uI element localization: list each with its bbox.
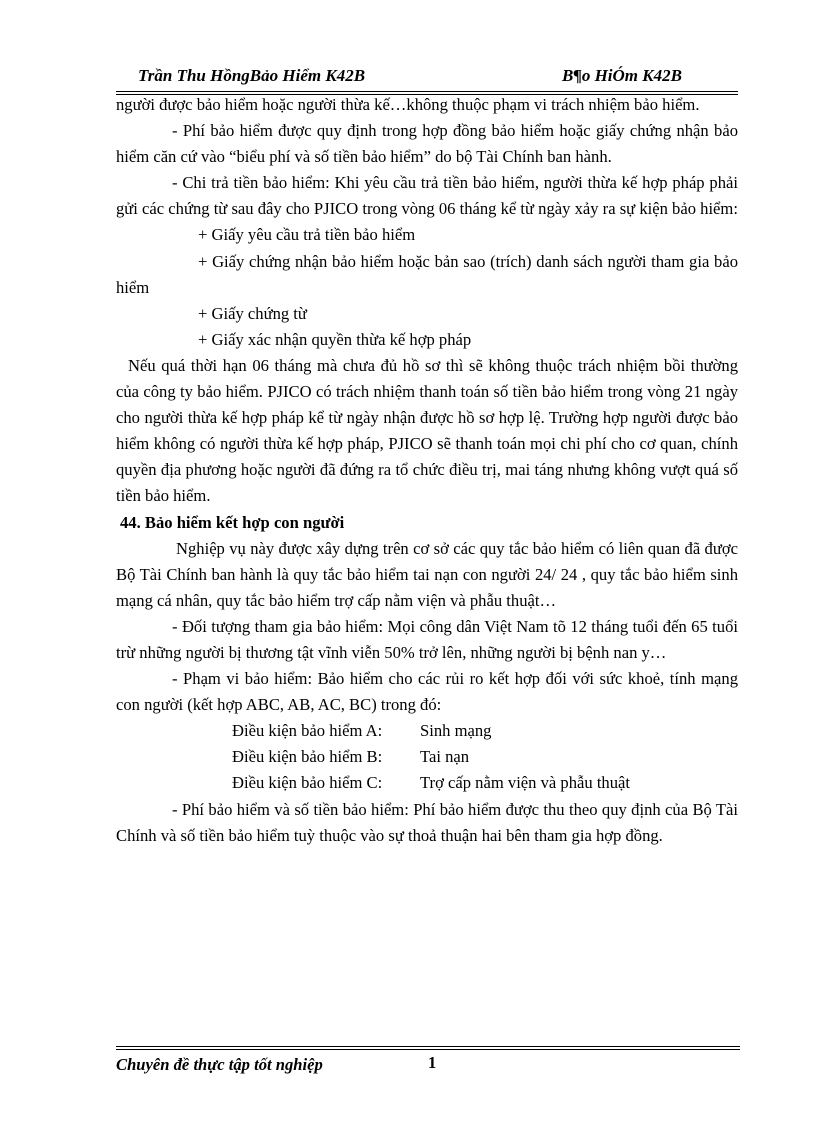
list-item: + Giấy chứng nhận bảo hiểm hoặc bản sao (trích) danh sách người tham gia bảo hiểm	[116, 251, 738, 297]
list-item: + Giấy xác nhận quyền thừa kế hợp pháp	[198, 329, 472, 349]
footer-divider	[116, 1046, 740, 1050]
header-left-text: Trần Thu HồngBảo Hiểm K42B	[138, 66, 366, 85]
paragraph-continuation: người được bảo hiểm hoặc người thừa kế…không thuộc phạm vi trách nhiệm bảo hiểm.	[116, 95, 700, 114]
paragraph-eligibility: - Đối tượng tham gia bảo hiểm: Mọi công dân Việt Nam tõ 12 tháng tuổi đến 65 tuổi trừ những người bị thương tật vĩnh viễn 50% trở lên, những người bị bệnh nan y…	[116, 616, 738, 662]
condition-value: Trợ cấp nằm viện và phẫu thuật	[420, 773, 631, 793]
paragraph-intro: Nghiệp vụ này được xây dựng trên cơ sở các quy tắc bảo hiểm có liên quan đã được Bộ Tài Chính ban hành là quy tắc bảo hiểm tai nạn con người 24/ 24 , quy tắc bảo hiểm sinh mạng cá nhân, quy tắc bảo hiểm trợ cấp nằm viện và phẫu thuật…	[116, 538, 738, 610]
page-number: 1	[428, 1053, 437, 1072]
condition-row	[116, 770, 738, 796]
footer-title: Chuyên đề thực tập tốt nghiệp	[116, 1055, 323, 1074]
condition-value: Sinh mạng	[420, 721, 492, 741]
list-item: + Giấy chứng từ	[198, 303, 307, 323]
paragraph-premium: - Phí bảo hiểm được quy định trong hợp đồng bảo hiểm hoặc giấy chứng nhận bảo hiểm căn cứ vào “biểu phí và số tiền bảo hiểm” do bộ Tài Chính ban hành.	[116, 121, 738, 167]
paragraph-deadline: Nếu quá thời hạn 06 tháng mà chưa đủ hồ sơ thì sẽ không thuộc trách nhiệm bồi thường của công ty bảo hiểm. PJICO có trách nhiệm thanh toán số tiền bảo hiểm trong vòng 21 ngày cho người thừa kế hợp pháp kể từ ngày nhận được hồ sơ hợp lệ. Trường hợp người được bảo hiểm không có người thừa kế hợp pháp, PJICO sẽ thanh toán mọi chi phí cho cơ quan, chính quyền địa phương hoặc người đã đứng ra tổ chức điều trị, mai táng nhưng không vượt quá số tiền bảo hiểm.	[116, 355, 738, 506]
paragraph-fees: - Phí bảo hiểm và số tiền bảo hiểm: Phí bảo hiểm được thu theo quy định của Bộ Tài Chính và số tiền bảo hiểm tuỳ thuộc vào sự thoả thuận hai bên tham gia hợp đồng.	[116, 799, 738, 845]
condition-row	[116, 718, 738, 744]
condition-label: Điều kiện bảo hiểm A:	[232, 721, 383, 741]
page-header	[116, 66, 738, 90]
condition-label: Điều kiện bảo hiểm B:	[232, 747, 383, 767]
condition-row	[116, 744, 738, 770]
condition-value: Tai nạn	[420, 747, 470, 767]
list-item: + Giấy yêu cầu trả tiền bảo hiểm	[198, 225, 416, 245]
section-heading: 44. Bảo hiểm kết hợp con người	[120, 512, 345, 532]
paragraph-payment: - Chi trả tiền bảo hiểm: Khi yêu cầu trả tiền bảo hiểm, người thừa kế hợp pháp phải gửi các chứng từ sau đây cho PJICO trong vòng 06 tháng kể từ ngày xảy ra sự kiện bảo hiểm:	[116, 173, 738, 219]
condition-label: Điều kiện bảo hiểm C:	[232, 773, 383, 793]
document-body	[116, 92, 738, 849]
header-right-text: B¶o HiÓm K42B	[562, 66, 682, 85]
paragraph-scope: - Phạm vi bảo hiểm: Bảo hiểm cho các rủi ro kết hợp đối với sức khoẻ, tính mạng con người (kết hợp ABC, AB, AC, BC) trong đó:	[116, 669, 738, 715]
